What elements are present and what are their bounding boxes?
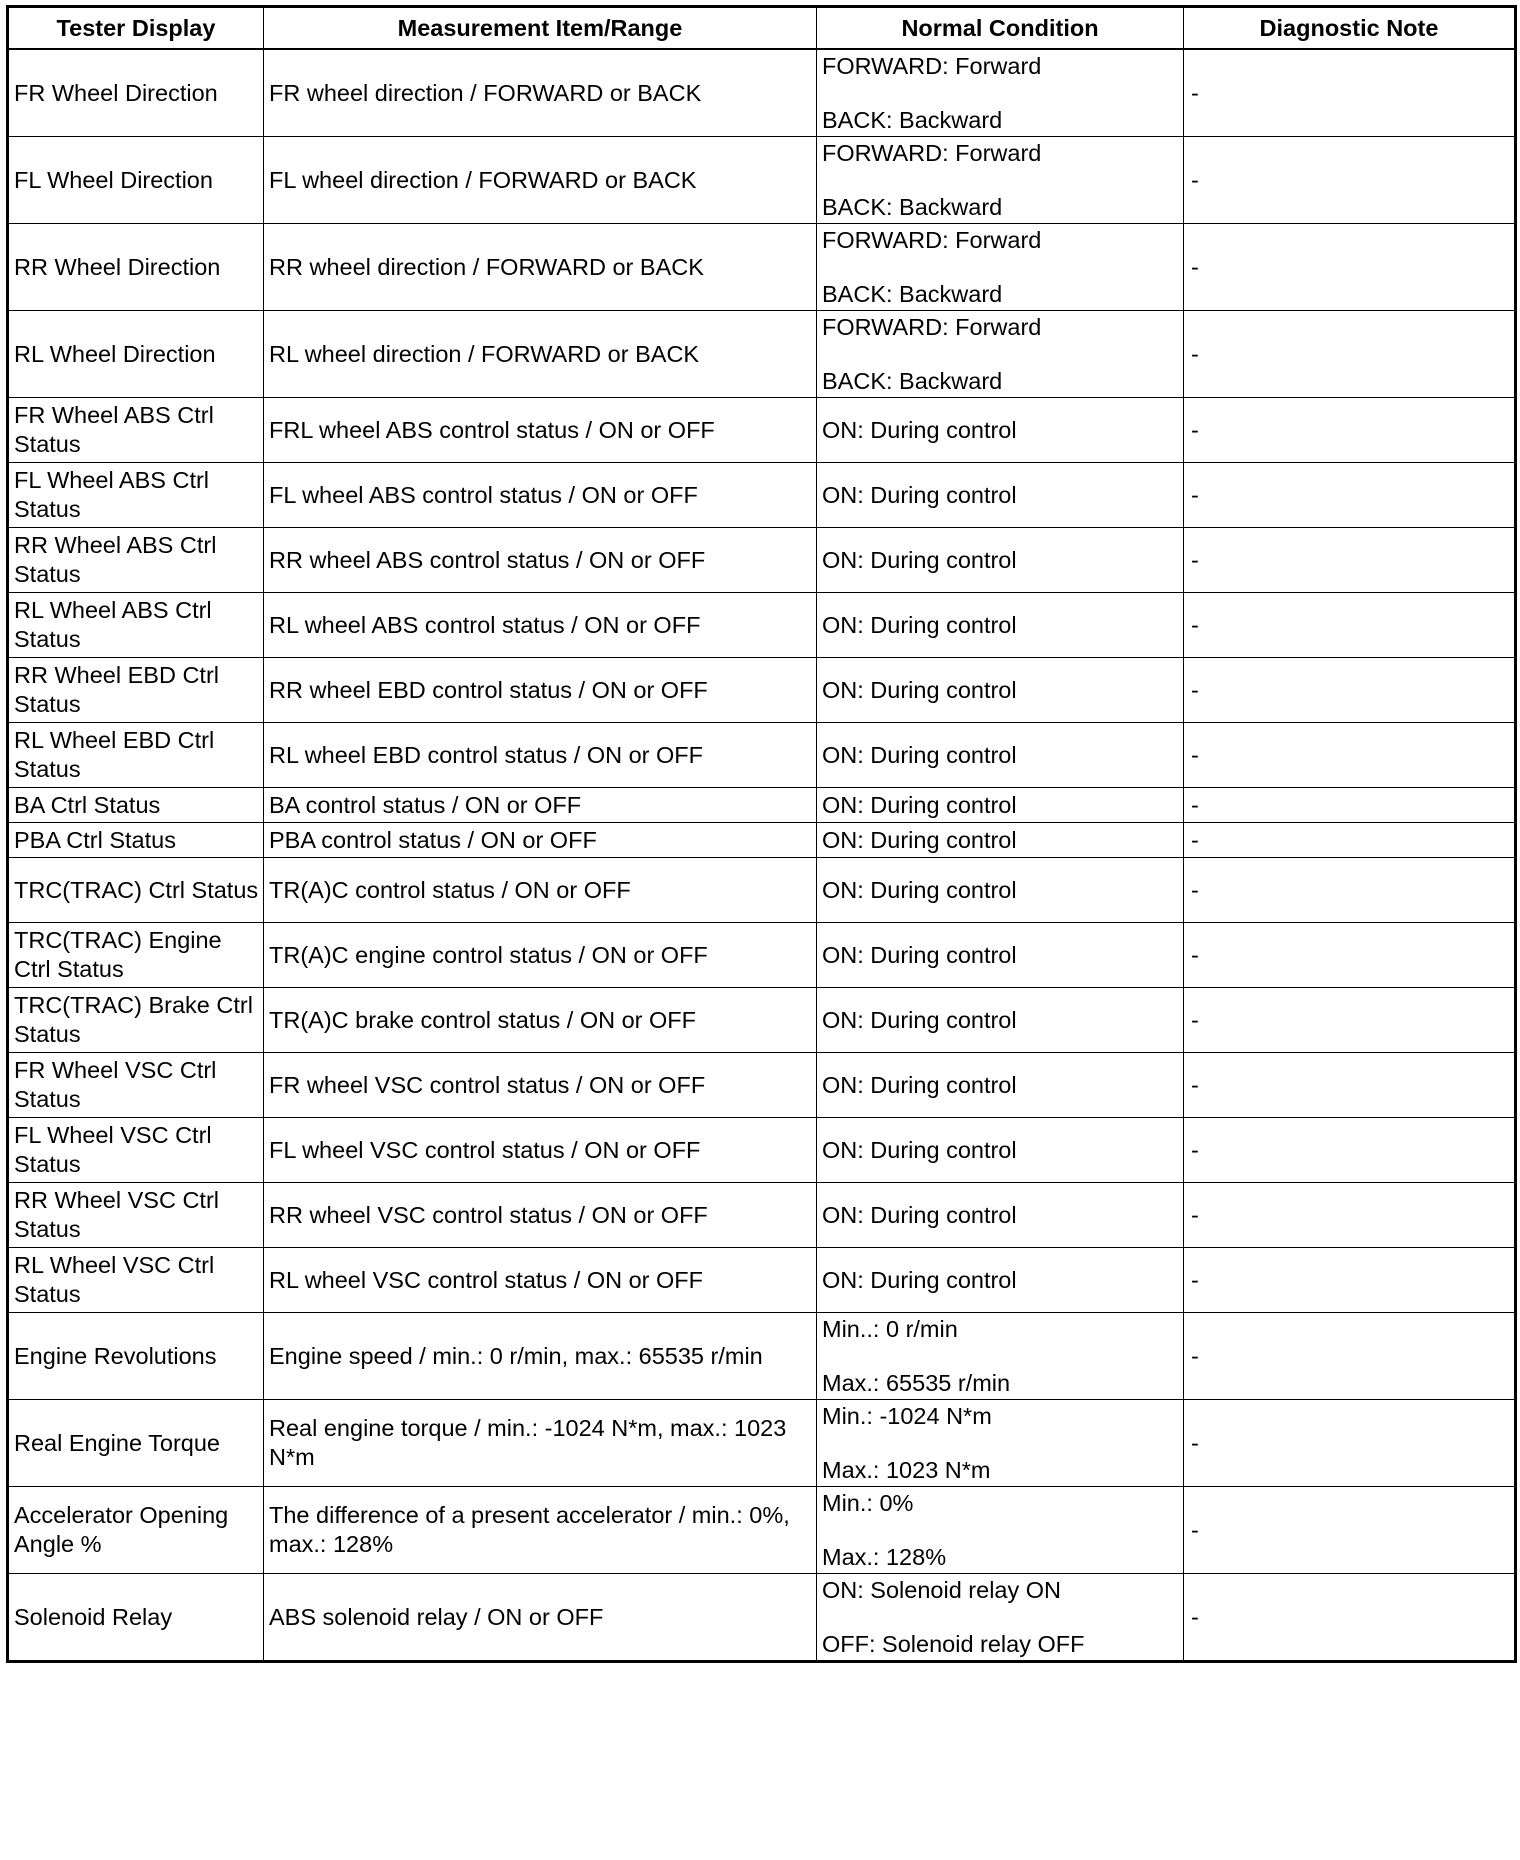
measurement-item-cell: Real engine torque / min.: -1024 N*m, max.: 1023 N*m: [264, 1400, 817, 1487]
normal-condition-line: ON: During control: [822, 1201, 1017, 1228]
normal-condition-cell: [817, 398, 1184, 463]
table-row: [8, 658, 1516, 723]
table-row: [8, 723, 1516, 788]
diagnostic-note-cell: -: [1184, 1313, 1516, 1400]
normal-condition-line: ON: During control: [822, 1266, 1017, 1293]
normal-condition-line: ON: During control: [822, 826, 1017, 853]
tester-display-cell: RR Wheel EBD Ctrl Status: [8, 658, 264, 723]
measurement-item-cell: RR wheel EBD control status / ON or OFF: [264, 658, 817, 723]
table-row: [8, 593, 1516, 658]
tester-display-cell: PBA Ctrl Status: [8, 823, 264, 858]
normal-condition-line: ON: During control: [822, 676, 1017, 703]
normal-condition-line: ON: During control: [822, 876, 1017, 903]
table-row: [8, 788, 1516, 823]
normal-condition-cell: [817, 923, 1184, 988]
normal-condition-cell: [817, 528, 1184, 593]
measurement-item-cell: FR wheel VSC control status / ON or OFF: [264, 1053, 817, 1118]
header-tester-display: Tester Display: [8, 7, 264, 50]
diagnostic-note-cell: -: [1184, 1574, 1516, 1662]
header-diagnostic-note: Diagnostic Note: [1184, 7, 1516, 50]
normal-condition-line: ON: During control: [822, 1071, 1017, 1098]
tester-display-cell: RR Wheel Direction: [8, 224, 264, 311]
diagnostic-note-cell: -: [1184, 788, 1516, 823]
header-normal-condition: Normal Condition: [817, 7, 1184, 50]
measurement-item-cell: ABS solenoid relay / ON or OFF: [264, 1574, 817, 1662]
table-row: [8, 1183, 1516, 1248]
normal-condition-cell: [817, 723, 1184, 788]
diagnostic-note-cell: -: [1184, 1118, 1516, 1183]
normal-condition-cell: [817, 1574, 1184, 1662]
measurement-item-cell: TR(A)C engine control status / ON or OFF: [264, 923, 817, 988]
normal-condition-line: BACK: Backward: [822, 367, 1003, 394]
normal-condition-line: ON: During control: [822, 941, 1017, 968]
normal-condition-line: Max.: 65535 r/min: [822, 1369, 1011, 1396]
tester-display-cell: FL Wheel ABS Ctrl Status: [8, 463, 264, 528]
diagnostic-note-cell: -: [1184, 1400, 1516, 1487]
measurement-item-cell: TR(A)C brake control status / ON or OFF: [264, 988, 817, 1053]
measurement-item-cell: BA control status / ON or OFF: [264, 788, 817, 823]
normal-condition-cell: [817, 224, 1184, 311]
normal-condition-cell: [817, 137, 1184, 224]
tester-display-cell: RL Wheel Direction: [8, 311, 264, 398]
table-row: [8, 1487, 1516, 1574]
normal-condition-cell: [817, 1053, 1184, 1118]
measurement-item-cell: FR wheel direction / FORWARD or BACK: [264, 49, 817, 137]
normal-condition-line: Min.: -1024 N*m: [822, 1402, 992, 1429]
measurement-item-cell: FL wheel ABS control status / ON or OFF: [264, 463, 817, 528]
tester-display-cell: RL Wheel VSC Ctrl Status: [8, 1248, 264, 1313]
normal-condition-line: FORWARD: Forward: [822, 139, 1042, 166]
diagnostic-note-cell: -: [1184, 528, 1516, 593]
measurement-item-cell: RL wheel direction / FORWARD or BACK: [264, 311, 817, 398]
table-row: [8, 1248, 1516, 1313]
diagnostic-note-cell: -: [1184, 593, 1516, 658]
normal-condition-cell: [817, 1183, 1184, 1248]
normal-condition-cell: [817, 988, 1184, 1053]
normal-condition-cell: [817, 1400, 1184, 1487]
normal-condition-cell: [817, 823, 1184, 858]
normal-condition-line: ON: Solenoid relay ON: [822, 1576, 1062, 1603]
diagnostic-note-cell: -: [1184, 463, 1516, 528]
diagnostic-note-cell: -: [1184, 224, 1516, 311]
diagnostic-note-cell: -: [1184, 1487, 1516, 1574]
table-row: [8, 224, 1516, 311]
tester-display-cell: RL Wheel EBD Ctrl Status: [8, 723, 264, 788]
measurement-item-cell: The difference of a present accelerator / min.: 0%, max.: 128%: [264, 1487, 817, 1574]
normal-condition-line: OFF: Solenoid relay OFF: [822, 1630, 1085, 1657]
normal-condition-line: ON: During control: [822, 1006, 1017, 1033]
header-row: [8, 7, 1516, 50]
normal-condition-cell: [817, 1487, 1184, 1574]
tester-display-cell: FR Wheel VSC Ctrl Status: [8, 1053, 264, 1118]
normal-condition-line: ON: During control: [822, 741, 1017, 768]
table-row: [8, 463, 1516, 528]
table-row: [8, 1118, 1516, 1183]
tester-display-cell: BA Ctrl Status: [8, 788, 264, 823]
tester-display-cell: RL Wheel ABS Ctrl Status: [8, 593, 264, 658]
diagnostic-note-cell: -: [1184, 398, 1516, 463]
normal-condition-line: Max.: 128%: [822, 1543, 947, 1570]
diagnostic-note-cell: -: [1184, 137, 1516, 224]
measurement-item-cell: TR(A)C control status / ON or OFF: [264, 858, 817, 923]
normal-condition-line: ON: During control: [822, 1136, 1017, 1163]
normal-condition-cell: [817, 593, 1184, 658]
tester-display-cell: Real Engine Torque: [8, 1400, 264, 1487]
table-row: [8, 311, 1516, 398]
normal-condition-line: BACK: Backward: [822, 193, 1003, 220]
table-row: [8, 988, 1516, 1053]
data-list-table: [6, 5, 1517, 1663]
normal-condition-cell: [817, 858, 1184, 923]
tester-display-cell: FR Wheel ABS Ctrl Status: [8, 398, 264, 463]
tester-display-cell: Accelerator Opening Angle %: [8, 1487, 264, 1574]
table-row: [8, 49, 1516, 137]
measurement-item-cell: PBA control status / ON or OFF: [264, 823, 817, 858]
normal-condition-line: ON: During control: [822, 481, 1017, 508]
measurement-item-cell: FL wheel direction / FORWARD or BACK: [264, 137, 817, 224]
tester-display-cell: Engine Revolutions: [8, 1313, 264, 1400]
normal-condition-cell: [817, 1248, 1184, 1313]
diagnostic-note-cell: -: [1184, 988, 1516, 1053]
diagnostic-note-cell: -: [1184, 311, 1516, 398]
diagnostic-note-cell: -: [1184, 723, 1516, 788]
table-row: [8, 137, 1516, 224]
measurement-item-cell: RL wheel VSC control status / ON or OFF: [264, 1248, 817, 1313]
diagnostic-note-cell: -: [1184, 1248, 1516, 1313]
normal-condition-line: Max.: 1023 N*m: [822, 1456, 991, 1483]
normal-condition-cell: [817, 463, 1184, 528]
normal-condition-line: Min.: 0%: [822, 1489, 914, 1516]
normal-condition-line: FORWARD: Forward: [822, 226, 1042, 253]
normal-condition-cell: [817, 658, 1184, 723]
tester-display-cell: FR Wheel Direction: [8, 49, 264, 137]
measurement-item-cell: RR wheel VSC control status / ON or OFF: [264, 1183, 817, 1248]
normal-condition-line: ON: During control: [822, 791, 1017, 818]
diagnostic-note-cell: -: [1184, 923, 1516, 988]
diagnostic-note-cell: -: [1184, 1183, 1516, 1248]
table-row: [8, 1400, 1516, 1487]
tester-display-cell: TRC(TRAC) Ctrl Status: [8, 858, 264, 923]
table-row: [8, 398, 1516, 463]
table-row: [8, 1574, 1516, 1662]
normal-condition-cell: [817, 1118, 1184, 1183]
tester-display-cell: RR Wheel VSC Ctrl Status: [8, 1183, 264, 1248]
tester-display-cell: TRC(TRAC) Brake Ctrl Status: [8, 988, 264, 1053]
tester-display-cell: TRC(TRAC) Engine Ctrl Status: [8, 923, 264, 988]
tester-display-cell: FL Wheel VSC Ctrl Status: [8, 1118, 264, 1183]
tester-display-cell: FL Wheel Direction: [8, 137, 264, 224]
measurement-item-cell: RR wheel direction / FORWARD or BACK: [264, 224, 817, 311]
diagnostic-note-cell: -: [1184, 49, 1516, 137]
table-row: [8, 1313, 1516, 1400]
table-row: [8, 528, 1516, 593]
normal-condition-cell: [817, 49, 1184, 137]
normal-condition-line: Min..: 0 r/min: [822, 1315, 958, 1342]
measurement-item-cell: FRL wheel ABS control status / ON or OFF: [264, 398, 817, 463]
normal-condition-line: ON: During control: [822, 546, 1017, 573]
diagnostic-note-cell: -: [1184, 858, 1516, 923]
diagnostic-note-cell: -: [1184, 658, 1516, 723]
normal-condition-line: ON: During control: [822, 416, 1017, 443]
normal-condition-cell: [817, 1313, 1184, 1400]
measurement-item-cell: RL wheel ABS control status / ON or OFF: [264, 593, 817, 658]
tester-display-cell: RR Wheel ABS Ctrl Status: [8, 528, 264, 593]
diagnostic-note-cell: -: [1184, 823, 1516, 858]
normal-condition-line: BACK: Backward: [822, 106, 1003, 133]
diagnostic-note-cell: -: [1184, 1053, 1516, 1118]
table-row: [8, 923, 1516, 988]
table-row: [8, 1053, 1516, 1118]
normal-condition-line: BACK: Backward: [822, 280, 1003, 307]
header-measurement-item: Measurement Item/Range: [264, 7, 817, 50]
normal-condition-line: ON: During control: [822, 611, 1017, 638]
measurement-item-cell: RR wheel ABS control status / ON or OFF: [264, 528, 817, 593]
measurement-item-cell: RL wheel EBD control status / ON or OFF: [264, 723, 817, 788]
normal-condition-line: FORWARD: Forward: [822, 52, 1042, 79]
table-row: [8, 858, 1516, 923]
normal-condition-line: FORWARD: Forward: [822, 313, 1042, 340]
table-body: [8, 49, 1516, 1662]
normal-condition-cell: [817, 788, 1184, 823]
normal-condition-cell: [817, 311, 1184, 398]
measurement-item-cell: Engine speed / min.: 0 r/min, max.: 65535 r/min: [264, 1313, 817, 1400]
measurement-item-cell: FL wheel VSC control status / ON or OFF: [264, 1118, 817, 1183]
table-row: [8, 823, 1516, 858]
tester-display-cell: Solenoid Relay: [8, 1574, 264, 1662]
